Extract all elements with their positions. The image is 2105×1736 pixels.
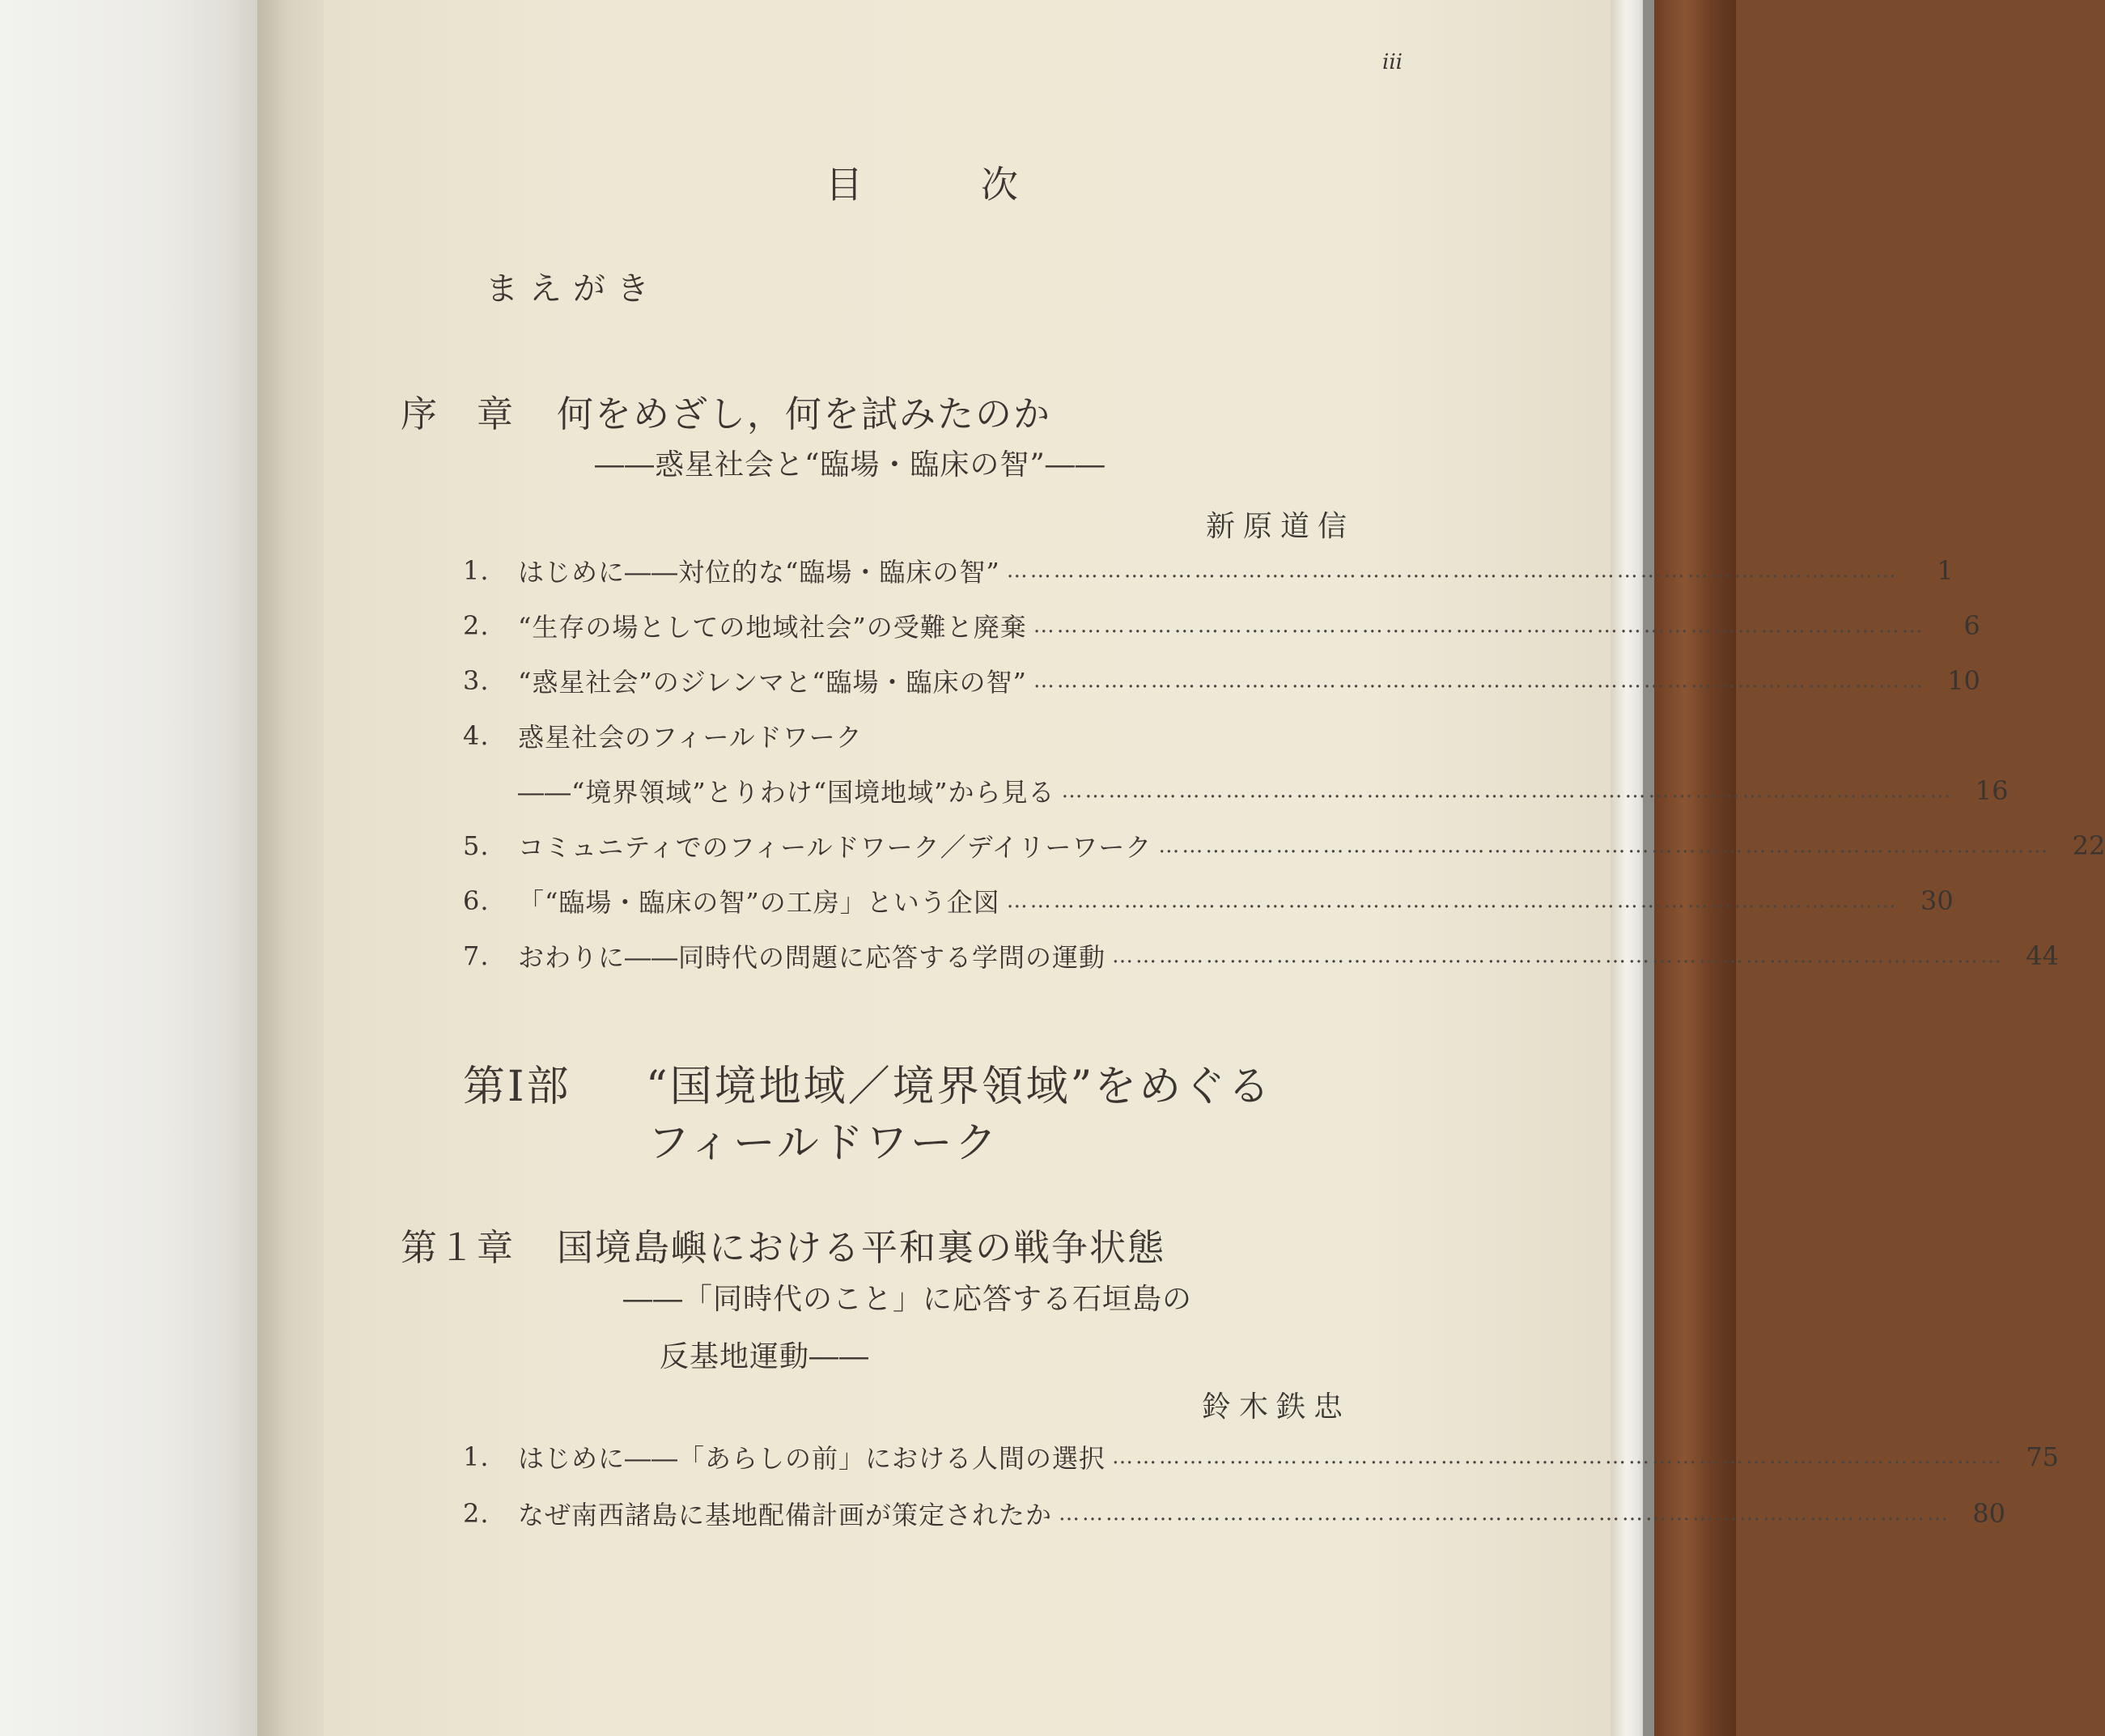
intro-chapter-subtitle: ――惑星社会と“臨場・臨床の智”――	[595, 448, 1106, 482]
entry-number: 1.	[463, 555, 490, 586]
intro-chapter-title[interactable]: 何をめざし，何を試みたのか	[557, 393, 1052, 435]
entry-title: はじめに――「あらしの前」における人間の選択	[518, 1443, 1106, 1474]
toc-entry[interactable]	[463, 881, 1954, 921]
cover-edge	[1643, 0, 1654, 1736]
preface-entry[interactable]: まえがき	[486, 270, 660, 308]
entry-title: “生存の場としての地域社会”の受難と廃棄	[518, 612, 1027, 643]
entry-page: 16	[1975, 775, 2009, 806]
page-title: 目 次	[825, 163, 1020, 206]
entry-number: 7.	[463, 940, 490, 971]
ch1-chapter-title[interactable]: 国境島嶼における平和裏の戦争状態	[557, 1226, 1166, 1269]
toc-entry[interactable]	[463, 660, 1980, 701]
entry-title: コミュニティでのフィールドワーク／デイリーワーク	[518, 832, 1152, 863]
dot-leader: ……………………………………………………………………………………………………	[1006, 558, 1899, 583]
entry-page: 75	[2026, 1441, 2060, 1472]
toc-entry[interactable]	[463, 936, 2060, 976]
dot-leader: ……………………………………………………………………………………………………	[1033, 669, 1925, 693]
entry-page: 22	[2072, 830, 2105, 861]
entry-number: 2.	[463, 610, 490, 641]
ch1-subtitle-line2: 反基地運動――	[660, 1340, 870, 1373]
ch1-author: 鈴木鉄忠	[1202, 1390, 1352, 1424]
toc-entry[interactable]	[463, 1493, 2006, 1534]
dot-leader: ……………………………………………………………………………………………………	[1006, 889, 1899, 913]
toc-entry[interactable]	[463, 1437, 2060, 1477]
entry-title: 惑星社会のフィールドワーク	[518, 722, 863, 753]
entry-number: 1.	[463, 1441, 490, 1472]
toc-entry-continuation[interactable]	[463, 770, 2009, 811]
entry-title: ――“境界領域”とりわけ“国境地域”から見る	[518, 777, 1055, 808]
toc-entry[interactable]	[463, 826, 2105, 866]
intro-chapter-author: 新原道信	[1206, 510, 1356, 543]
entry-title: 「“臨場・臨床の智”の工房」という企図	[518, 887, 1000, 918]
part1-title-line1[interactable]: “国境地域／境界領域”をめぐる	[646, 1063, 1273, 1111]
part1-label: 第Ⅰ部	[463, 1063, 571, 1111]
ch1-subtitle-line1: ――「同時代のこと」に応答する石垣島の	[623, 1283, 1193, 1316]
entry-page: 30	[1920, 885, 1954, 916]
entry-title: はじめに――対位的な“臨場・臨床の智”	[518, 557, 1000, 588]
table-background	[1651, 0, 1736, 1736]
dot-leader: ……………………………………………………………………………………………………	[1061, 779, 1954, 803]
toc-entry[interactable]	[463, 605, 1980, 646]
toc-entry[interactable]	[463, 715, 1434, 756]
entry-page: 10	[1947, 665, 1980, 696]
entry-title: おわりに――同時代の問題に応答する学問の運動	[518, 942, 1106, 973]
entry-number: 5.	[463, 830, 490, 861]
dot-leader: ……………………………………………………………………………………………………	[1158, 834, 2051, 858]
left-page	[0, 0, 267, 1736]
entry-title: “惑星社会”のジレンマと“臨場・臨床の智”	[518, 667, 1027, 698]
entry-page: 44	[2026, 940, 2060, 971]
intro-chapter-label: 序 章	[401, 393, 516, 435]
page-number: iii	[1382, 50, 1403, 74]
entry-number: 3.	[463, 665, 490, 696]
dot-leader: ……………………………………………………………………………………………………	[1112, 1445, 2005, 1469]
dot-leader: ……………………………………………………………………………………………………	[1033, 613, 1925, 638]
ch1-chapter-label: 第１章	[401, 1226, 516, 1269]
entry-page: 80	[1972, 1498, 2006, 1529]
dot-leader: ……………………………………………………………………………………………………	[1112, 944, 2005, 968]
entry-number: 4.	[463, 720, 490, 751]
toc-entry[interactable]	[463, 550, 1954, 591]
entry-page: 1	[1937, 555, 1954, 586]
entry-number: 6.	[463, 885, 490, 916]
entry-number: 2.	[463, 1498, 490, 1529]
part1-title-line2[interactable]: フィールドワーク	[647, 1119, 999, 1168]
dot-leader: ……………………………………………………………………………………………………	[1059, 1501, 1951, 1526]
entry-title: なぜ南西諸島に基地配備計画が策定されたか	[518, 1500, 1053, 1530]
entry-page: 6	[1963, 610, 1980, 641]
